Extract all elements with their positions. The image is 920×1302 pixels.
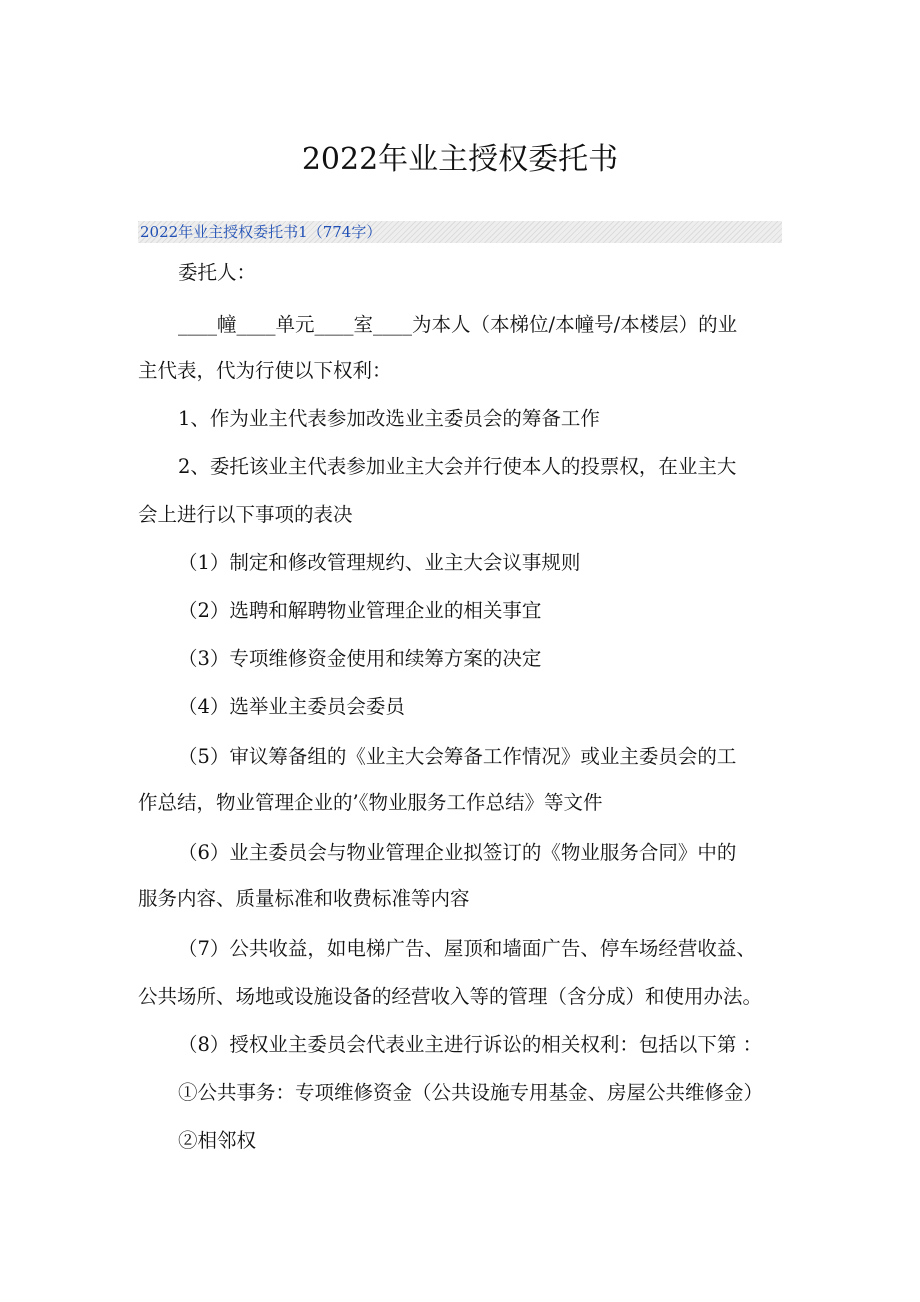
paragraph-line: ②相邻权: [178, 1129, 257, 1152]
document-title: 2022年业主授权委托书: [301, 142, 619, 177]
section-heading-text: 2022年业主授权委托书1（774字）: [140, 223, 382, 241]
paragraph-line: 会上进行以下事项的表决: [138, 503, 353, 526]
paragraph-line: 公共场所、场地或设施设备的经营收入等的管理（含分成）和使用办法。: [138, 985, 763, 1008]
paragraph-line: 2、委托该业主代表参加业主大会并行使本人的投票权，在业主大: [178, 455, 737, 478]
paragraph-line: （2）选聘和解聘物业管理企业的相关事宜: [178, 599, 542, 622]
paragraph-line: （3）专项维修资金使用和续筹方案的决定: [178, 647, 542, 670]
paragraph-line: 主代表，代为行使以下权利：: [138, 359, 392, 382]
paragraph-line: ____幢____单元____室____为本人（本梯位/本幢号/本楼层）的业: [178, 313, 738, 336]
paragraph-line: （1）制定和修改管理规约、业主大会议事规则: [178, 551, 581, 574]
paragraph-line: ①公共事务：专项维修资金（公共设施专用基金、房屋公共维修金）: [178, 1081, 764, 1104]
paragraph-line: 委托人：: [178, 261, 257, 284]
paragraph-line: （6）业主委员会与物业管理企业拟签订的《物业服务合同》中的: [178, 841, 737, 864]
section-heading: [138, 221, 782, 243]
paragraph-line: 1、作为业主代表参加改选业主委员会的筹备工作: [178, 407, 600, 430]
paragraph-line: 服务内容、质量标准和收费标准等内容: [138, 887, 470, 910]
paragraph-line: （8）授权业主委员会代表业主进行诉讼的相关权利：包括以下第 ：: [178, 1033, 763, 1056]
paragraph-line: （7）公共收益，如电梯广告、屋顶和墙面广告、停车场经营收益、: [178, 937, 756, 960]
paragraph-line: 作总结，物业管理企业的’《物业服务工作总结》等文件: [138, 791, 603, 814]
paragraph-line: （5）审议筹备组的《业主大会筹备工作情况》或业主委员会的工: [178, 745, 737, 768]
paragraph-line: （4）选举业主委员会委员: [178, 695, 405, 718]
